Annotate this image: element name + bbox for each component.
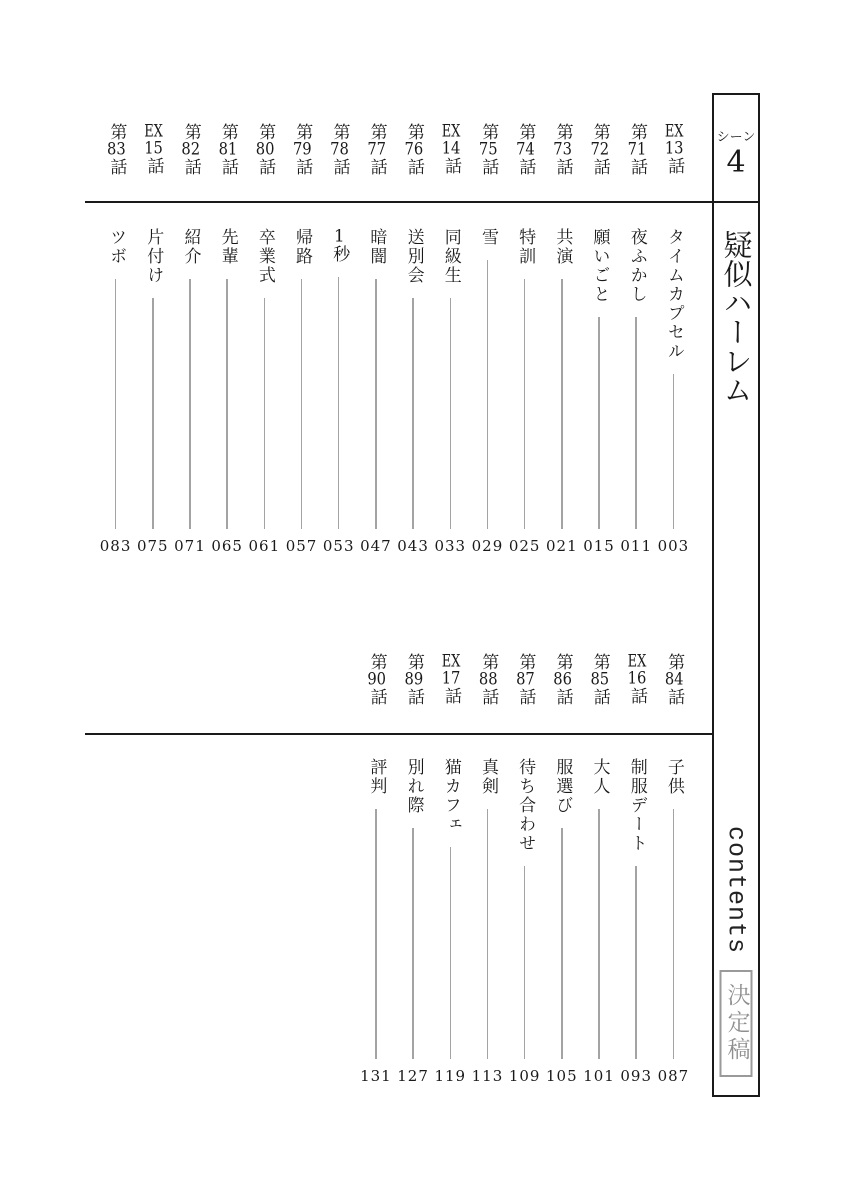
leader-line [618, 866, 655, 1059]
page-number: 003 [657, 537, 690, 555]
page-number: 033 [434, 537, 467, 555]
page-number: 087 [657, 1067, 690, 1085]
page-number: 047 [360, 537, 392, 555]
chapter-title: 先輩 [217, 228, 238, 266]
toc-entry [395, 650, 432, 1087]
page-number: 071 [174, 537, 206, 555]
toc-entry [655, 650, 692, 1087]
scene-box [714, 95, 758, 203]
leader-line [432, 298, 469, 529]
toc-entry [655, 120, 692, 557]
chapter-title: 共演 [552, 228, 573, 266]
chapter-number: EX13話 [664, 123, 685, 175]
chapter-number: 第77話 [366, 123, 387, 176]
chapter-title: 帰路 [292, 228, 313, 266]
chapter-title: 特訓 [515, 228, 536, 266]
leader-line [97, 279, 134, 529]
chapter-title: ツボ [106, 228, 127, 266]
chapter-title: 送別会 [403, 228, 424, 285]
chapter-title: 片付け [143, 228, 164, 285]
leader-line [395, 298, 432, 529]
sidebar [712, 93, 760, 1097]
page-number: 109 [508, 1067, 541, 1085]
chapter-title: 願いごと [589, 228, 610, 304]
page-number: 029 [471, 537, 504, 555]
toc-entry [618, 650, 655, 1087]
chapter-number: 第79話 [292, 123, 313, 176]
chapter-number: 第86話 [552, 653, 573, 706]
contents-label: contents [721, 825, 751, 955]
draft-stamp: 決定稿 [720, 970, 753, 1077]
chapter-title: 同級生 [440, 228, 461, 285]
leader-line [432, 847, 469, 1059]
chapter-number: 第78話 [329, 123, 350, 176]
chapter-title: 待ち合わせ [515, 758, 536, 853]
page-number: 127 [397, 1067, 429, 1085]
chapter-number: 第72話 [589, 123, 610, 176]
chapter-number: 第75話 [478, 123, 499, 176]
chapter-number: 第74話 [515, 123, 536, 176]
toc-entry [320, 120, 357, 557]
leader-line [506, 866, 543, 1059]
chapter-number: 第76話 [403, 123, 424, 176]
toc-entry [357, 650, 394, 1087]
page-number: 105 [546, 1067, 578, 1085]
chapter-number: 第90話 [366, 653, 387, 706]
toc-entry [357, 120, 394, 557]
leader-line [543, 279, 580, 529]
page-number: 061 [248, 537, 281, 555]
leader-line [246, 298, 283, 529]
chapter-number: 第73話 [552, 123, 573, 176]
toc-entry [246, 120, 283, 557]
toc-entry [97, 120, 134, 557]
page-number: 011 [620, 537, 653, 555]
leader-line [283, 279, 320, 529]
chapter-number: 第82話 [180, 123, 201, 176]
chapter-title: 卒業式 [254, 228, 275, 285]
chapter-title: 制服デート [626, 758, 647, 853]
toc-entry [469, 120, 506, 557]
page-number: 131 [360, 1067, 392, 1085]
page-number: 057 [285, 537, 318, 555]
toc-entry [580, 650, 617, 1087]
chapter-title: 猫カフェ [440, 758, 461, 834]
page-number: 015 [583, 537, 615, 555]
page-number: 083 [99, 537, 132, 555]
leader-line [580, 317, 617, 529]
toc-entry [543, 120, 580, 557]
toc-entry [209, 120, 246, 557]
page-number: 093 [620, 1067, 653, 1085]
chapter-number: 第71話 [626, 123, 647, 176]
chapter-number: 第87話 [515, 653, 536, 706]
page-number: 119 [434, 1067, 467, 1085]
toc-group-1 [97, 120, 692, 557]
chapter-title: 真剣 [477, 758, 498, 796]
chapter-number: EX15話 [143, 123, 164, 175]
chapter-title: 暗闇 [366, 228, 387, 266]
chapter-title: 大人 [589, 758, 610, 796]
chapter-number: 第88話 [478, 653, 499, 706]
leader-line [357, 809, 394, 1059]
toc-entry [395, 120, 432, 557]
toc-entry [134, 120, 171, 557]
page-number: 113 [471, 1067, 504, 1085]
toc-entry [618, 120, 655, 557]
page-number: 043 [397, 537, 429, 555]
leader-line [543, 828, 580, 1059]
chapter-number: 第84話 [664, 653, 685, 706]
series-title: 疑似ハーレム [719, 230, 754, 404]
toc-entry [432, 650, 469, 1087]
chapter-title: 別れ際 [403, 758, 424, 815]
page-number: 053 [322, 537, 355, 555]
leader-line [395, 828, 432, 1059]
leader-line [655, 374, 692, 529]
toc-entry [432, 120, 469, 557]
chapter-number: 第80話 [255, 123, 276, 176]
chapter-number: 第89話 [403, 653, 424, 706]
page-number: 025 [508, 537, 541, 555]
page-number: 101 [583, 1067, 615, 1085]
chapter-title: 夜ふかし [626, 228, 647, 304]
chapter-number: EX17話 [441, 653, 462, 705]
leader-line [469, 809, 506, 1059]
chapter-number: EX16話 [626, 653, 647, 705]
chapter-number: 第81話 [217, 123, 238, 176]
chapter-number: EX14話 [441, 123, 462, 175]
toc-group-2 [357, 650, 692, 1087]
toc-entry [506, 650, 543, 1087]
leader-line [469, 260, 506, 529]
leader-line [171, 279, 208, 529]
leader-line [134, 298, 171, 529]
chapter-number: 第83話 [106, 123, 127, 176]
toc-entry [506, 120, 543, 557]
page-number: 075 [136, 537, 169, 555]
leader-line [320, 277, 357, 529]
leader-line [506, 279, 543, 529]
chapter-number: 第85話 [589, 653, 610, 706]
chapter-title: 評判 [366, 758, 387, 796]
leader-line [655, 809, 692, 1059]
scene-label: シーン [716, 130, 756, 145]
chapter-title: 紹介 [180, 228, 201, 266]
chapter-title: 1秒 [329, 228, 350, 264]
leader-line [357, 279, 394, 529]
toc-entry [171, 120, 208, 557]
scene-number: 4 [726, 145, 746, 180]
toc-entry [580, 120, 617, 557]
page-number: 021 [546, 537, 578, 555]
toc-entry [469, 650, 506, 1087]
leader-line [209, 279, 246, 529]
leader-line [580, 809, 617, 1059]
chapter-title: タイムカプセル [663, 228, 684, 361]
chapter-title: 雪 [477, 228, 498, 247]
chapter-title: 服選び [552, 758, 573, 815]
leader-line [618, 317, 655, 529]
toc-entry [543, 650, 580, 1087]
chapter-title: 子供 [663, 758, 684, 796]
page-number: 065 [211, 537, 243, 555]
toc-entry [283, 120, 320, 557]
